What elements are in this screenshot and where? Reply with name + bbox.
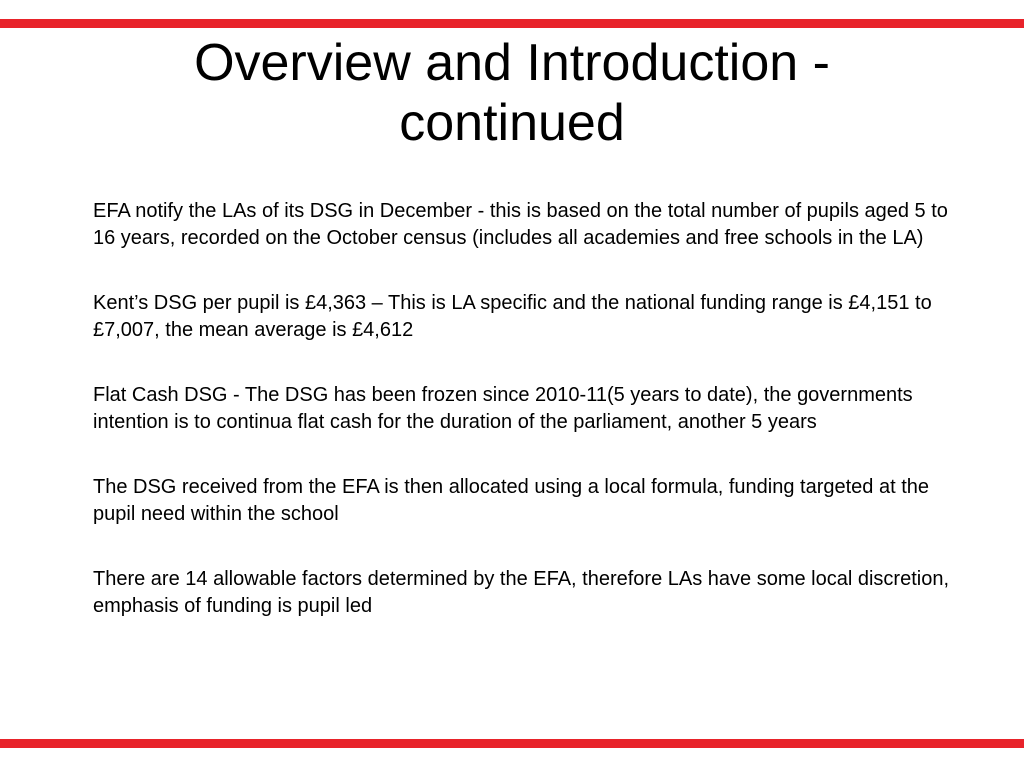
paragraph-allowable-factors: There are 14 allowable factors determined by the EFA, therefore LAs have some local discretion, emphasis of funding is pupil led xyxy=(93,568,950,617)
slide-body xyxy=(93,198,973,620)
slide-title-line-1: Overview and Introduction - xyxy=(194,34,830,92)
paragraph-local-formula: The DSG received from the EFA is then allocated using a local formula, funding targeted at the pupil need within the school xyxy=(93,476,930,525)
top-accent-bar xyxy=(0,19,1024,28)
slide-title-line-2: continued xyxy=(399,94,625,152)
bottom-accent-bar xyxy=(0,739,1024,748)
slide-title xyxy=(0,33,1024,153)
paragraph-flat-cash: Flat Cash DSG - The DSG has been frozen since 2010-11(5 years to date), the governments intention is to continua flat cash for the duration of the parliament, another 5 years xyxy=(93,384,913,433)
paragraph-efa-notification: EFA notify the LAs of its DSG in December - this is based on the total number of pupils aged 5 to 16 years, recorded on the October census (includes all academies and free schools in the LA) xyxy=(93,200,948,249)
paragraph-kent-dsg: Kent’s DSG per pupil is £4,363 – This is LA specific and the national funding range is £4,151 to £7,007, the mean average is £4,612 xyxy=(93,292,932,341)
